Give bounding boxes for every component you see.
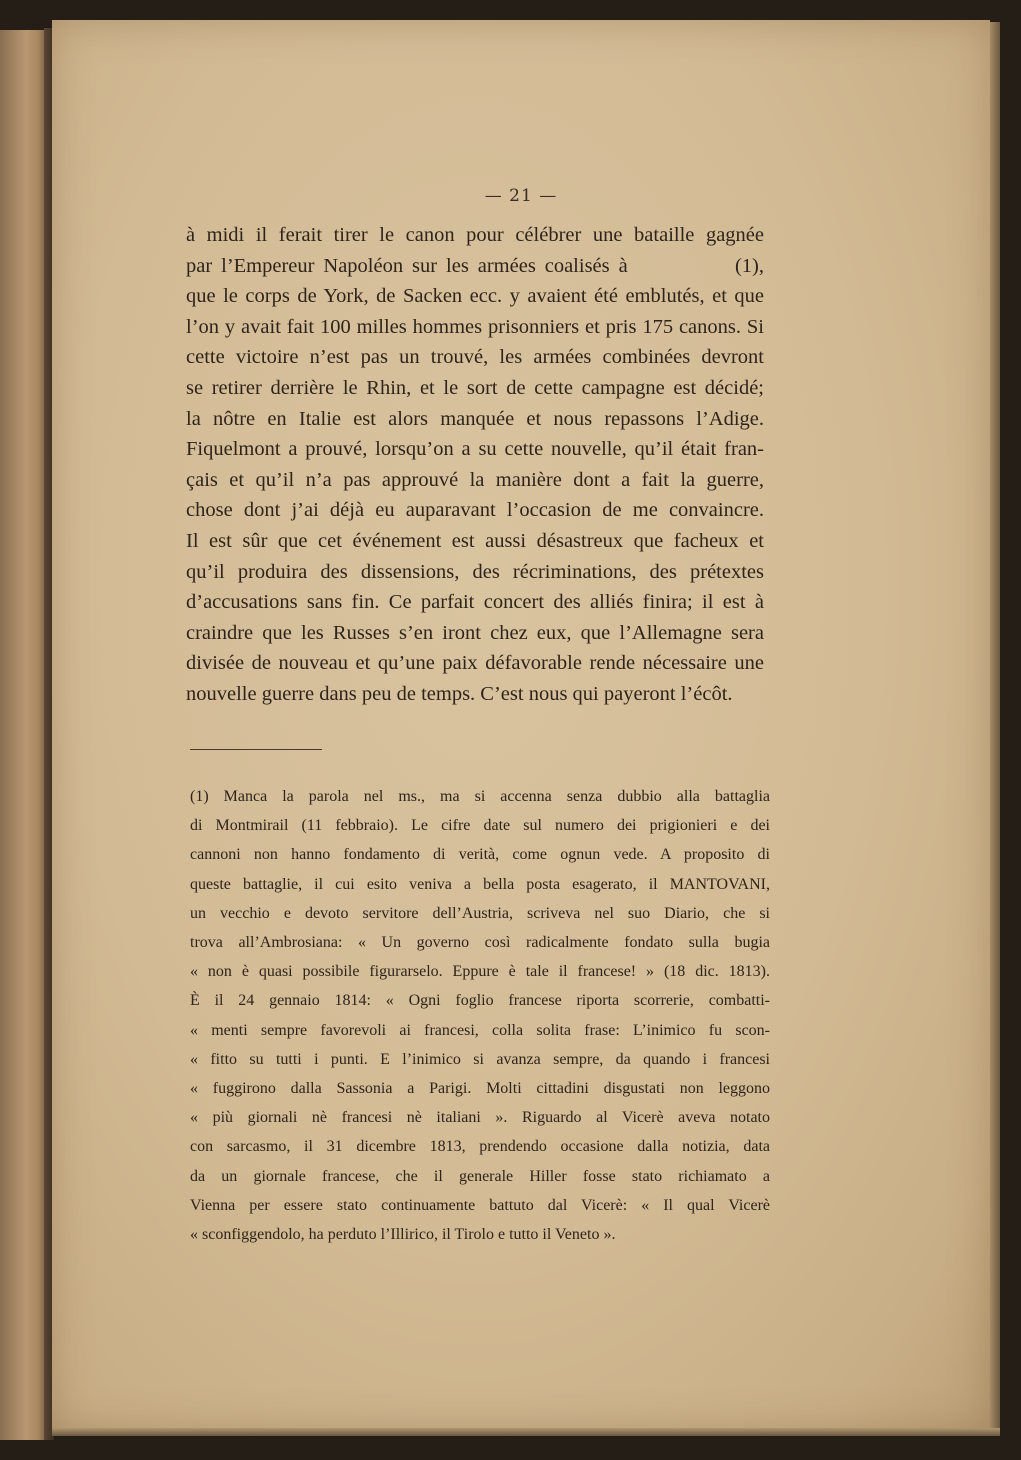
- footnote-line: È il 24 gennaio 1814: « Ogni foglio francese riporta scorrerie, combatti-: [190, 992, 770, 1010]
- text-line: Il est sûr que cet événement est aussi désastreux que facheux et: [186, 529, 764, 552]
- previous-page-edge: [0, 30, 48, 1440]
- footnote-line: « fitto su tutti i punti. E l’inimico si avanza sempre, da quando i francesi: [190, 1050, 770, 1068]
- footnote-line: « più giornali nè francesi nè italiani ». Riguardo al Vicerè aveva notato: [190, 1109, 770, 1127]
- text-line: à midi il ferait tirer le canon pour célébrer une bataille gagnée: [186, 224, 764, 246]
- page-stack-edge-bottom: [52, 1428, 1000, 1436]
- footnote-block: [190, 782, 770, 1249]
- text-line: nouvelle guerre dans peu de temps. C’est nous qui payeront l’écôt.: [186, 682, 733, 705]
- book-page: [52, 20, 990, 1432]
- main-text-block: [186, 220, 764, 710]
- footnote-line: « menti sempre favorevoli ai francesi, colla solita frase: L’inimico fu scon-: [190, 1021, 770, 1039]
- footnote-line: un vecchio e devoto servitore dell’Austria, scriveva nel suo Diario, che si: [190, 904, 770, 922]
- footnote-line: « non è quasi possibile figurarselo. Eppure è tale il francese! » (18 dic. 1813).: [190, 963, 770, 981]
- page-stack-edge-right: [990, 22, 1000, 1430]
- text-line: qu’il produira des dissensions, des récriminations, des prétextes: [186, 560, 764, 583]
- text-line: se retirer derrière le Rhin, et le sort de cette campagne est décidé;: [186, 376, 764, 399]
- footnote-line: di Montmirail (11 febbraio). Le cifre date sul numero dei prigionieri e dei: [190, 817, 770, 835]
- footnote-line: « fuggirono dalla Sassonia a Parigi. Molti cittadini disgustati non leggono: [190, 1080, 770, 1098]
- page-number: — 21 —: [484, 186, 558, 206]
- text-line: chose dont j’ai déjà eu auparavant l’occasion de me convaincre.: [186, 499, 764, 522]
- text-line: craindre que les Russes s’en iront chez eux, que l’Allemagne sera: [186, 621, 764, 644]
- footnote-line: (1) Manca la parola nel ms., ma si accenna senza dubbio alla battaglia: [190, 788, 770, 805]
- text-line: divisée de nouveau et qu’une paix défavorable rende nécessaire une: [186, 652, 764, 675]
- footnote-line: Vienna per essere stato continuamente battuto dal Vicerè: « Il qual Vicerè: [190, 1196, 770, 1214]
- text-line: Fiquelmont a prouvé, lorsqu’on a su cette nouvelle, qu’il était fran-: [186, 438, 764, 461]
- text-line: çais et qu’il n’a pas approuvé la manière dont a fait la guerre,: [186, 468, 764, 491]
- text-line: que le corps de York, de Sacken ecc. y avaient été emblutés, et que: [186, 285, 764, 308]
- footnote-line: con sarcasmo, il 31 dicembre 1813, prendendo occasione dalla notizia, data: [190, 1138, 770, 1156]
- text-line: d’accusations sans fin. Ce parfait concert des alliés finira; il est à: [186, 591, 764, 614]
- footnote-line: da un giornale francese, che il generale Hiller fosse stato richiamato a: [190, 1167, 770, 1185]
- text-line: l’on y avait fait 100 milles hommes prisonniers et pris 175 canons. Si: [186, 315, 764, 338]
- footnote-line: trova all’Ambrosiana: « Un governo così radicalmente fondato sulla bugia: [190, 934, 770, 952]
- text-line: par l’Empereur Napoléon sur les armées coalisés à (1),: [186, 254, 764, 277]
- footnote-line: « sconfiggendolo, ha perduto l’Illirico, il Tirolo e tutto il Veneto ».: [190, 1226, 616, 1244]
- footnote-line: queste battaglie, il cui esito veniva a bella posta esagerato, il MANTOVANI,: [190, 875, 770, 893]
- footnote-line: cannoni non hanno fondamento di verità, come ognun vede. A proposito di: [190, 846, 770, 864]
- text-line: cette victoire n’est pas un trouvé, les armées combinées devront: [186, 346, 764, 369]
- footnote-separator: [190, 749, 322, 750]
- text-line: la nôtre en Italie est alors manquée et nous repassons l’Adige.: [186, 407, 764, 430]
